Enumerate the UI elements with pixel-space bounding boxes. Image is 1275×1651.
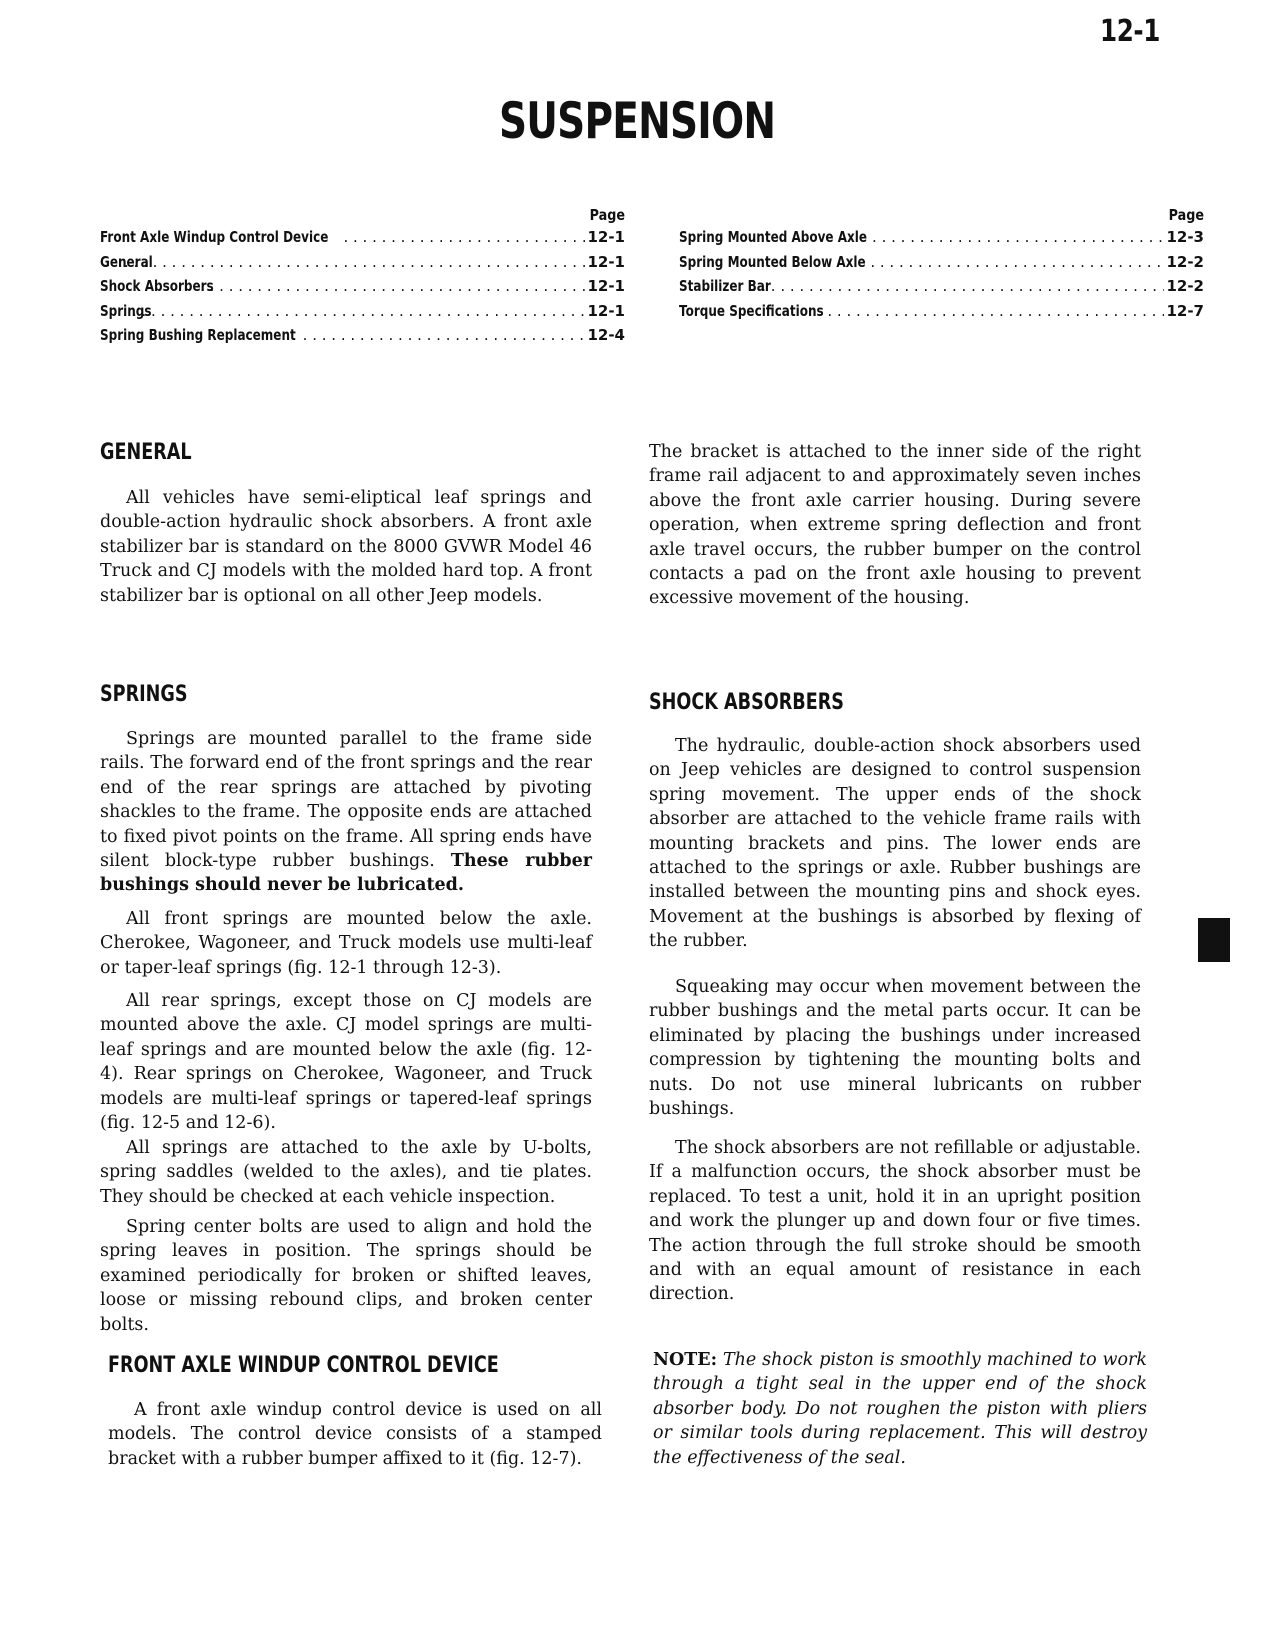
toc-entry[interactable] (100, 326, 625, 351)
page-number: 12-1 (1100, 14, 1160, 49)
toc-entry-label: Spring Mounted Above Axle (679, 228, 868, 246)
toc-entry-page: 12-3 (1166, 228, 1204, 246)
toc-entry[interactable] (679, 277, 1204, 302)
note-paragraph (653, 1348, 1147, 1470)
toc-leader (122, 302, 585, 320)
toc-page-header: Page (1168, 206, 1204, 224)
toc-leader (343, 228, 585, 246)
shock-paragraph-1: The hydraulic, double-action shock absorbers used on Jeep vehicles are designed to control suspension spring movement. The upper ends of the shock absorber are attached to the vehicle frame rails with mounting brackets and pins. The lower ends are attached to the springs or axle. Rubber bushings are installed between the mounting pins and shock eyes. Movement at the bushings is absorbed by flexing of the rubber. (649, 736, 1141, 952)
toc-entry[interactable] (100, 302, 625, 327)
toc-entry-label: Front Axle Windup Control Device (100, 228, 329, 246)
toc-leader (303, 326, 586, 344)
shock-paragraph-2: Squeaking may occur when movement between the rubber bushings and the metal parts occur. It can be eliminated by placing the bushings under increased compression by tightening the mounting bolts and nuts. Do not use mineral lubricants on rubber bushings. (649, 977, 1141, 1120)
toc-entry-label: Torque Specifications (679, 301, 824, 320)
toc-leader (752, 277, 1165, 295)
toc-entry[interactable] (679, 253, 1204, 278)
toc-entry-page: 12-1 (587, 252, 625, 271)
toc-entry-page: 12-1 (587, 301, 625, 320)
springs-paragraph-4: All springs are attached to the axle by U-bolts, spring saddles (welded to the axles), and tie plates. They should be checked at each vehicle inspection. (100, 1138, 592, 1207)
toc-entry-label: Spring Mounted Below Axle (679, 252, 866, 271)
springs-paragraph-1: Springs are mounted parallel to the frame side rails. The forward end of the front springs and the rear end of the rear springs are attached by pivoting shackles to the frame. The opposite ends are attached to fixed pivot points on the frame. All spring ends have silent block-type rubber bushings. These rubber bushings should never be lubricated. (100, 729, 592, 896)
toc-right-column (679, 206, 1204, 326)
note-body: The shock piston is smoothly machined to work through a tight seal in the upper end of the shock absorber body. Do not roughen the piston with pliers or similar tools during replacement. This will destroy the effectiveness of the seal. (653, 1350, 1147, 1468)
toc-entry-page: 12-7 (1166, 301, 1204, 320)
toc-entry-label: General (100, 252, 153, 271)
toc-entry-page: 12-2 (1166, 277, 1204, 295)
page-title: SUSPENSION (499, 92, 776, 150)
note-label: NOTE: (653, 1350, 718, 1370)
toc-entry[interactable] (100, 253, 625, 278)
toc-entry-page: 12-1 (587, 228, 625, 246)
section-heading-shock-absorbers: SHOCK ABSORBERS (649, 690, 844, 715)
toc-entry-label: Springs (100, 301, 152, 320)
section-tab-marker (1198, 918, 1230, 962)
toc-entry-label: Spring Bushing Replacement (100, 326, 296, 344)
section-heading-springs: SPRINGS (100, 682, 188, 707)
toc-entry-page: 12-4 (587, 326, 625, 344)
toc-entry-label: Stabilizer Bar (679, 277, 771, 295)
toc-left-column (100, 206, 625, 351)
shock-paragraph-3: The shock absorbers are not refillable or adjustable. If a malfunction occurs, the shock absorber must be replaced. To test a unit, hold it in an upright position and work the plunger up and down four or five times. The action through the full stroke should be smooth and with an equal amount of resistance in each direction. (649, 1138, 1141, 1305)
toc-entry[interactable] (100, 228, 625, 253)
windup-paragraph: A front axle windup control device is used on all models. The control device consists of a stamped bracket with a rubber bumper affixed to it (fig. 12-7). (108, 1400, 602, 1469)
toc-entry-label: Shock Absorbers (100, 277, 214, 295)
general-paragraph: All vehicles have semi-eliptical leaf springs and double-action hydraulic shock absorbers. A front axle stabilizer bar is standard on the 8000 GVWR Model 46 Truck and CJ models with the molded hard top. A front stabilizer bar is optional on all other Jeep models. (100, 488, 592, 606)
toc-page-header: Page (589, 206, 625, 224)
section-heading-windup: FRONT AXLE WINDUP CONTROL DEVICE (108, 1353, 499, 1378)
toc-leader (870, 253, 1164, 271)
toc-leader (200, 277, 585, 295)
toc-entry[interactable] (100, 277, 625, 302)
springs-warning: These rubber bushings should never be lubricated. (100, 851, 592, 896)
toc-entry[interactable] (679, 228, 1204, 253)
section-heading-general: GENERAL (100, 440, 192, 465)
springs-paragraph-5: Spring center bolts are used to align and hold the spring leaves in position. The springs should be examined periodically for broken or shifted leaves, loose or missing rebound clips, and broken center bolts. (100, 1217, 592, 1335)
toc-entry[interactable] (679, 302, 1204, 327)
springs-paragraph-2: All front springs are mounted below the axle. Cherokee, Wagoneer, and Truck models use multi-leaf or taper-leaf springs (fig. 12-1 through 12-3). (100, 909, 592, 978)
toc-entry-page: 12-2 (1166, 252, 1204, 271)
toc-leader (124, 253, 585, 271)
toc-leader (872, 228, 1164, 246)
bracket-paragraph: The bracket is attached to the inner side of the right frame rail adjacent to and approximately seven inches above the front axle carrier housing. During severe operation, when extreme spring deflection and front axle travel occurs, the rubber bumper on the control contacts a pad on the front axle housing to prevent excessive movement of the housing. (649, 442, 1141, 609)
toc-leader (818, 302, 1165, 320)
springs-paragraph-3: All rear springs, except those on CJ models are mounted above the axle. CJ model springs are multi-leaf springs and are mounted below the axle (fig. 12-4). Rear springs on Cherokee, Wagoneer, and Truck models are multi-leaf springs or tapered-leaf springs (fig. 12-5 and 12-6). (100, 991, 592, 1134)
toc-entry-page: 12-1 (587, 277, 625, 295)
